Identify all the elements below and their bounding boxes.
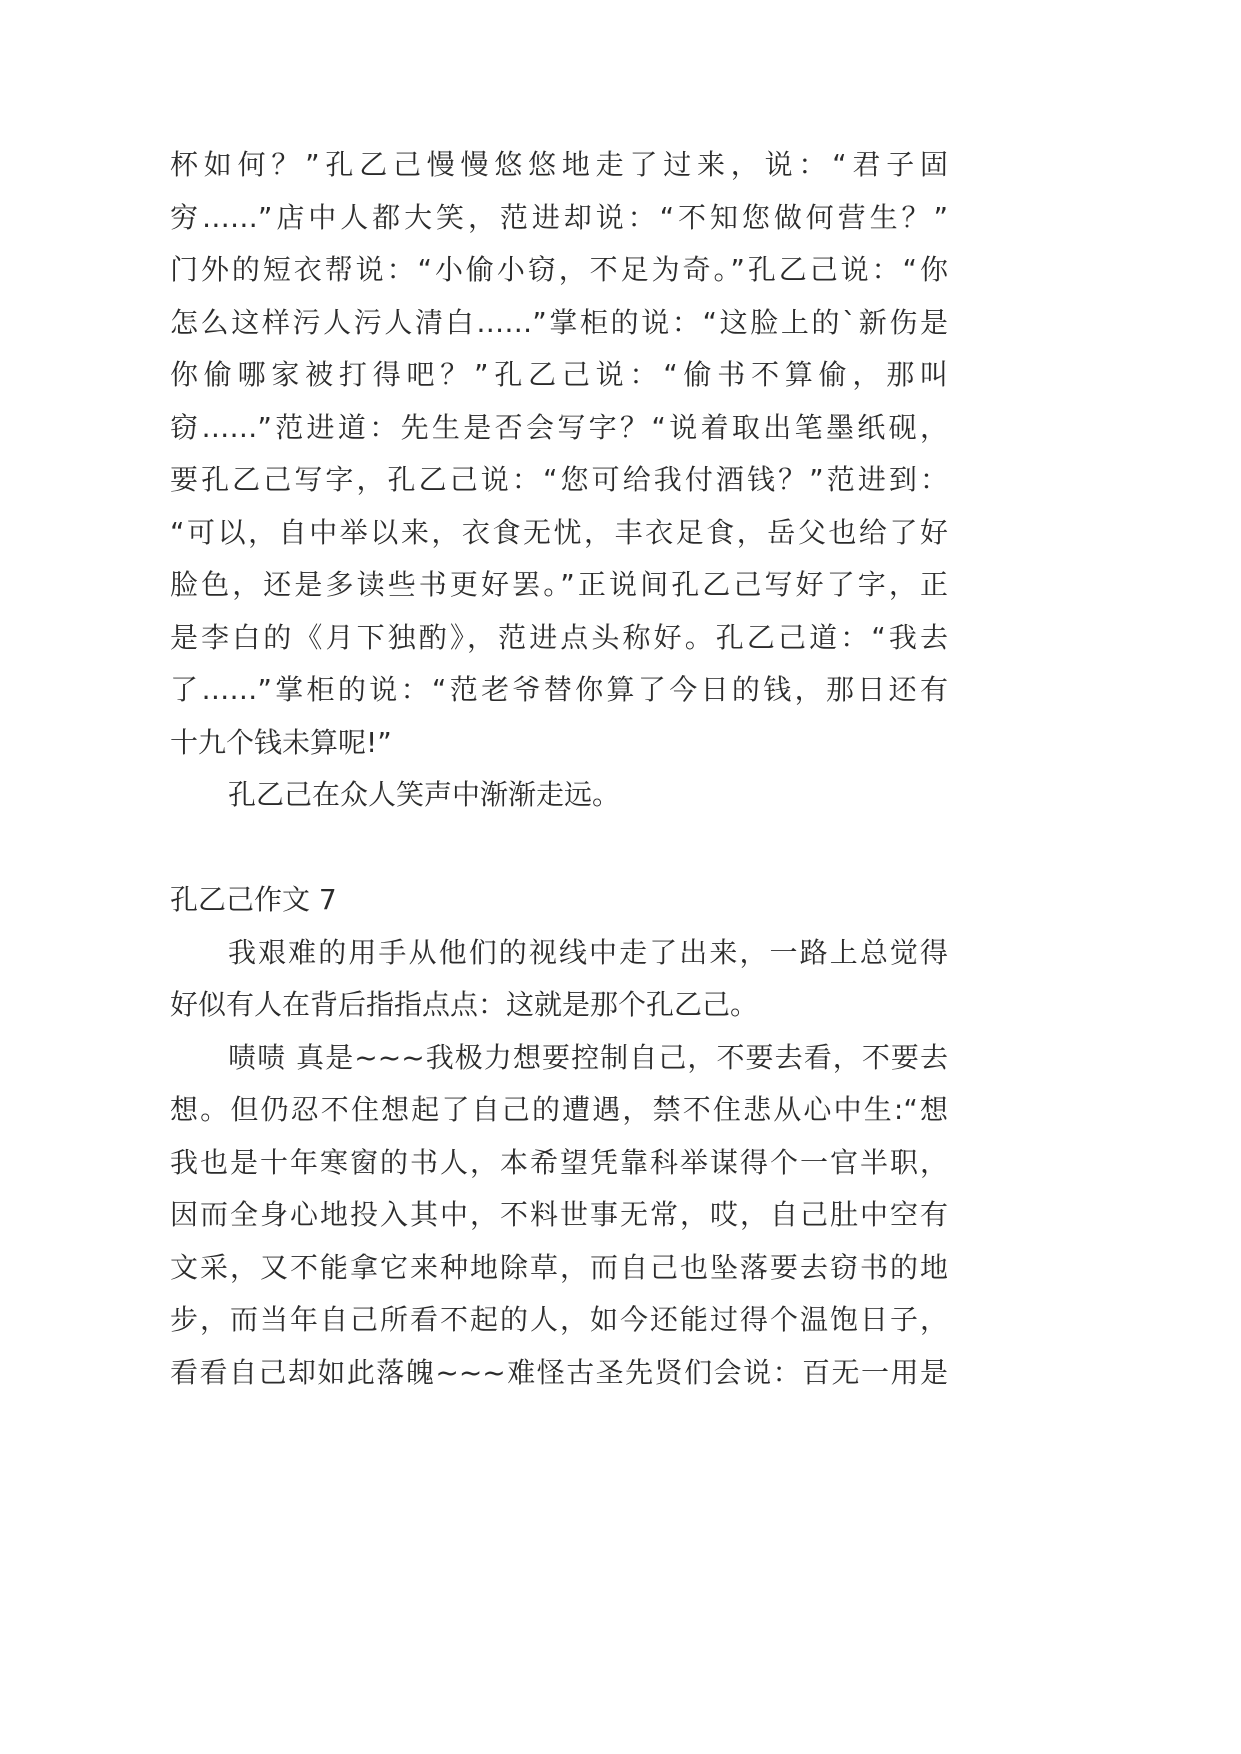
text-line: 穷……”店中人都大笑，范进却说：“不知您做何营生？” <box>170 200 948 234</box>
text-line: 杯如何？”孔乙己慢慢悠悠地走了过来，说：“君子固 <box>170 148 948 181</box>
text-line: “可以，自中举以来，衣食无忧，丰衣足食，岳父也给了好 <box>170 515 948 549</box>
text-line: 要孔乙己写字，孔乙己说：“您可给我付酒钱？”范进到： <box>170 463 948 496</box>
text-line: 门外的短衣帮说：“小偷小窃，不足为奇。”孔乙己说：“你 <box>170 253 948 286</box>
paragraph-continuation <box>170 139 948 769</box>
text-line: 我也是十年寒窗的书人，本希望凭靠科举谋得个一官半职， <box>170 1145 948 1179</box>
essay-paragraph-1 <box>170 927 948 1032</box>
text-line: 想。但仍忍不住想起了自己的遭遇，禁不住悲从心中生:“想 <box>170 1093 948 1126</box>
text-line: 十九个钱未算呢!” <box>170 725 392 759</box>
blank-line <box>170 822 948 875</box>
text-line: 因而全身心地投入其中，不料世事无常，哎，自己肚中空有 <box>170 1198 948 1231</box>
text-line: 脸色，还是多读些书更好罢。”正说间孔乙己写好了字，正 <box>170 568 948 601</box>
text-line: 是李白的《月下独酌》，范进点头称好。孔乙己道：“我去 <box>170 620 948 654</box>
text-line: 啧啧 真是~~~我极力想要控制自己，不要去看，不要去 <box>228 1040 948 1074</box>
text-line: 孔乙己在众人笑声中渐渐走远。 <box>228 778 621 811</box>
document-body <box>170 139 948 1399</box>
text-line: 怎么这样污人污人清白……”掌柜的说：“这脸上的`新伤是 <box>170 305 948 339</box>
text-line: 文采，又不能拿它来种地除草，而自己也坠落要去窃书的地 <box>170 1250 948 1284</box>
section-heading: 孔乙己作文 7 <box>170 883 337 916</box>
text-line: 你偷哪家被打得吧？”孔乙己说：“偷书不算偷，那叫 <box>170 358 948 391</box>
text-line: 了……”掌柜的说：“范老爷替你算了今日的钱，那日还有 <box>170 673 948 706</box>
text-line: 我艰难的用手从他们的视线中走了出来，一路上总觉得 <box>228 935 948 969</box>
text-line: 窃……”范进道：先生是否会写字？“说着取出笔墨纸砚， <box>170 410 948 444</box>
essay-paragraph-2 <box>170 1032 948 1400</box>
text-line: 看看自己却如此落魄~~~难怪古圣先贤们会说：百无一用是 <box>170 1355 948 1389</box>
paragraph-closing <box>170 769 948 822</box>
text-line: 步，而当年自己所看不起的人，如今还能过得个温饱日子， <box>170 1303 948 1336</box>
text-line: 好似有人在背后指指点点：这就是那个孔乙己。 <box>170 988 759 1021</box>
